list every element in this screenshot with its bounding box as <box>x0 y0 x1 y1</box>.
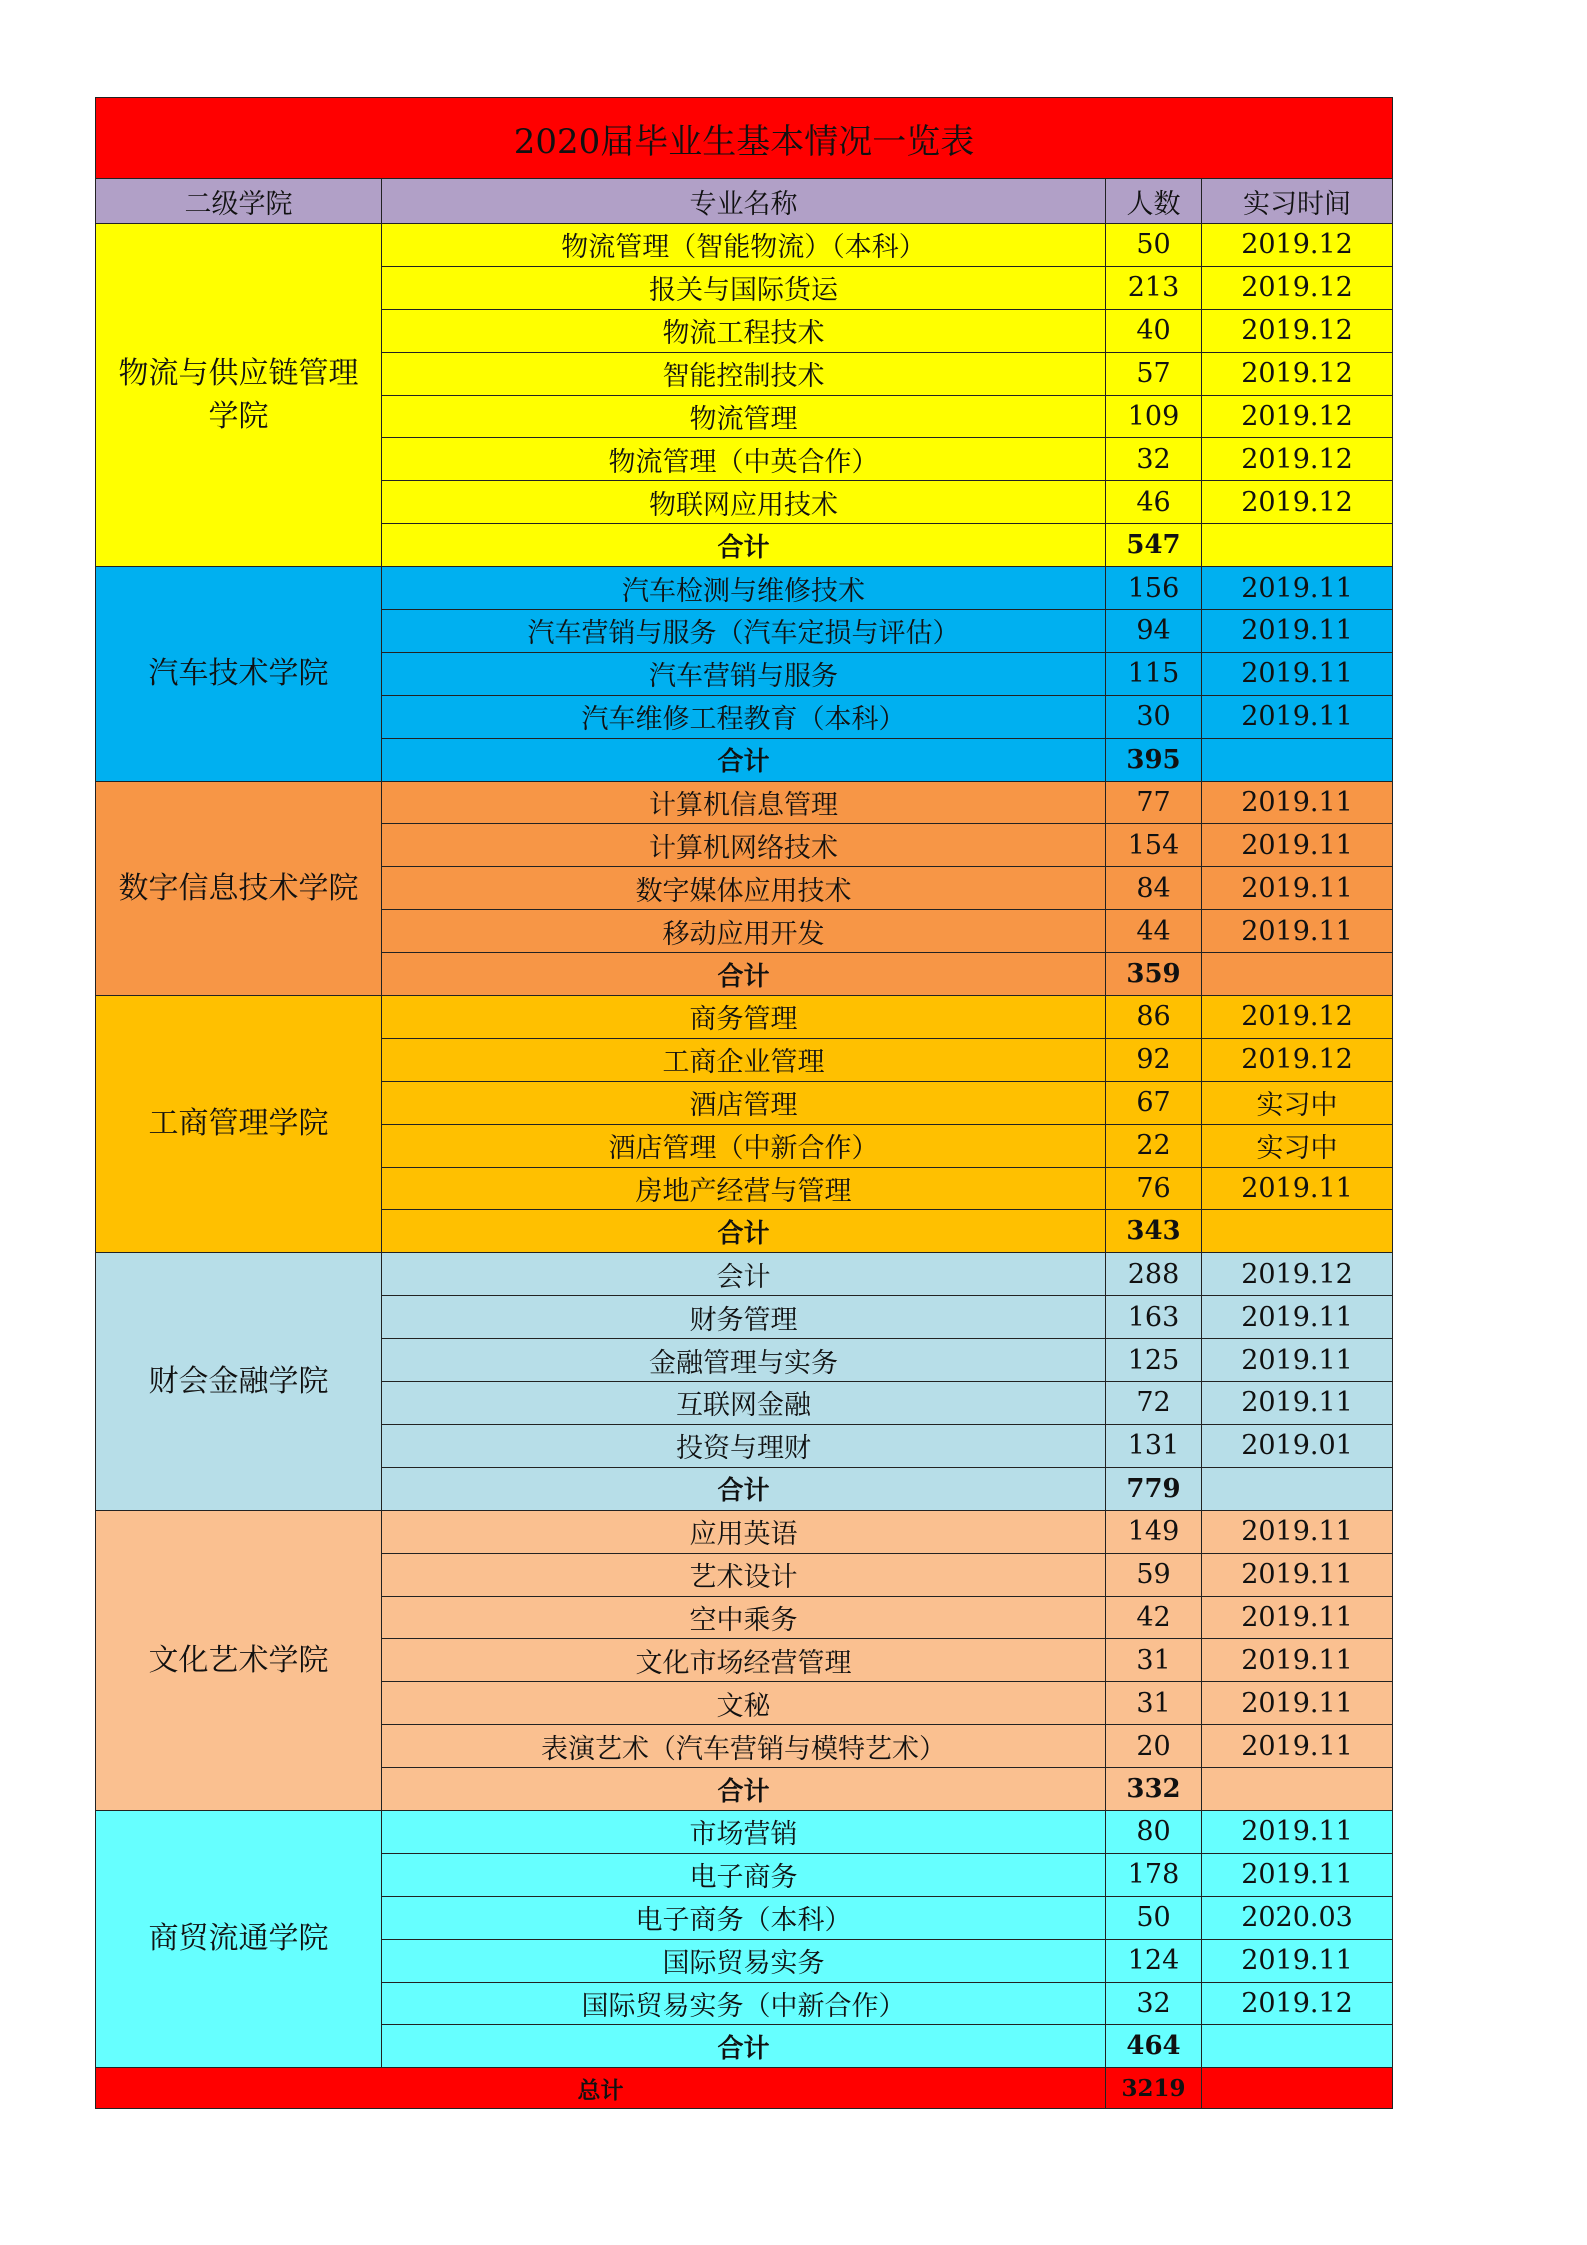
count-cell: 84 <box>1106 867 1202 910</box>
subtotal-count: 359 <box>1106 953 1202 996</box>
internship-time-cell: 2019.12 <box>1202 266 1393 309</box>
major-cell: 艺术设计 <box>382 1553 1106 1596</box>
count-cell: 22 <box>1106 1124 1202 1167</box>
major-cell: 市场营销 <box>382 1810 1106 1853</box>
table-row <box>96 567 1393 610</box>
major-cell: 空中乘务 <box>382 1596 1106 1639</box>
college-name-cell: 商贸流通学院 <box>96 1810 382 2067</box>
header-major: 专业名称 <box>382 179 1106 224</box>
major-cell: 国际贸易实务（中新合作） <box>382 1982 1106 2025</box>
internship-time-cell: 2019.12 <box>1202 996 1393 1039</box>
major-cell: 财务管理 <box>382 1296 1106 1339</box>
internship-time-cell: 2019.11 <box>1202 1382 1393 1425</box>
internship-time-cell: 实习中 <box>1202 1081 1393 1124</box>
internship-time-cell: 2019.12 <box>1202 224 1393 267</box>
internship-time-cell: 2019.12 <box>1202 352 1393 395</box>
internship-time-cell: 2019.11 <box>1202 1853 1393 1896</box>
subtotal-count: 779 <box>1106 1467 1202 1510</box>
count-cell: 154 <box>1106 824 1202 867</box>
count-cell: 124 <box>1106 1939 1202 1982</box>
table-row <box>96 1510 1393 1553</box>
internship-time-cell: 2019.11 <box>1202 910 1393 953</box>
college-name-cell: 文化艺术学院 <box>96 1510 382 1810</box>
internship-time-cell: 2019.11 <box>1202 1939 1393 1982</box>
major-cell: 汽车维修工程教育（本科） <box>382 695 1106 738</box>
subtotal-label: 合计 <box>382 1210 1106 1253</box>
internship-time-cell: 2019.11 <box>1202 1639 1393 1682</box>
subtotal-time-empty <box>1202 524 1393 567</box>
internship-time-cell: 2019.11 <box>1202 1725 1393 1768</box>
internship-time-cell: 2019.11 <box>1202 781 1393 824</box>
subtotal-time-empty <box>1202 953 1393 996</box>
count-cell: 86 <box>1106 996 1202 1039</box>
header-college: 二级学院 <box>96 179 382 224</box>
internship-time-cell: 2019.11 <box>1202 567 1393 610</box>
subtotal-label: 合计 <box>382 1768 1106 1811</box>
major-cell: 汽车检测与维修技术 <box>382 567 1106 610</box>
grand-total-time <box>1202 2068 1393 2109</box>
internship-time-cell: 2019.11 <box>1202 1510 1393 1553</box>
major-cell: 会计 <box>382 1253 1106 1296</box>
table-row <box>96 781 1393 824</box>
major-cell: 投资与理财 <box>382 1424 1106 1467</box>
subtotal-label: 合计 <box>382 1467 1106 1510</box>
major-cell: 汽车营销与服务（汽车定损与评估） <box>382 610 1106 653</box>
internship-time-cell: 2019.12 <box>1202 1038 1393 1081</box>
count-cell: 92 <box>1106 1038 1202 1081</box>
count-cell: 31 <box>1106 1639 1202 1682</box>
table-title: 2020届毕业生基本情况一览表 <box>96 98 1393 179</box>
count-cell: 30 <box>1106 695 1202 738</box>
subtotal-label: 合计 <box>382 524 1106 567</box>
table-row <box>96 224 1393 267</box>
subtotal-time-empty <box>1202 2025 1393 2068</box>
internship-time-cell: 2019.12 <box>1202 1253 1393 1296</box>
subtotal-label: 合计 <box>382 953 1106 996</box>
count-cell: 115 <box>1106 652 1202 695</box>
count-cell: 288 <box>1106 1253 1202 1296</box>
header-count: 人数 <box>1106 179 1202 224</box>
internship-time-cell: 2019.11 <box>1202 652 1393 695</box>
graduate-table-sheet <box>95 97 1392 2109</box>
subtotal-count: 464 <box>1106 2025 1202 2068</box>
subtotal-time-empty <box>1202 738 1393 781</box>
internship-time-cell: 2019.12 <box>1202 309 1393 352</box>
internship-time-cell: 2019.11 <box>1202 1339 1393 1382</box>
major-cell: 汽车营销与服务 <box>382 652 1106 695</box>
major-cell: 智能控制技术 <box>382 352 1106 395</box>
internship-time-cell: 2019.12 <box>1202 1982 1393 2025</box>
count-cell: 77 <box>1106 781 1202 824</box>
major-cell: 应用英语 <box>382 1510 1106 1553</box>
count-cell: 131 <box>1106 1424 1202 1467</box>
count-cell: 178 <box>1106 1853 1202 1896</box>
table-row <box>96 996 1393 1039</box>
internship-time-cell: 2020.03 <box>1202 1896 1393 1939</box>
count-cell: 76 <box>1106 1167 1202 1210</box>
major-cell: 物流管理 <box>382 395 1106 438</box>
count-cell: 50 <box>1106 1896 1202 1939</box>
internship-time-cell: 2019.11 <box>1202 1296 1393 1339</box>
count-cell: 40 <box>1106 309 1202 352</box>
count-cell: 72 <box>1106 1382 1202 1425</box>
college-name-cell: 数字信息技术学院 <box>96 781 382 995</box>
college-name-cell: 物流与供应链管理学院 <box>96 224 382 567</box>
major-cell: 酒店管理（中新合作） <box>382 1124 1106 1167</box>
internship-time-cell: 2019.11 <box>1202 1810 1393 1853</box>
count-cell: 149 <box>1106 1510 1202 1553</box>
college-name-cell: 财会金融学院 <box>96 1253 382 1510</box>
table-body <box>96 224 1393 2068</box>
major-cell: 文化市场经营管理 <box>382 1639 1106 1682</box>
major-cell: 房地产经营与管理 <box>382 1167 1106 1210</box>
table-row <box>96 1253 1393 1296</box>
major-cell: 互联网金融 <box>382 1382 1106 1425</box>
internship-time-cell: 2019.12 <box>1202 438 1393 481</box>
subtotal-count: 332 <box>1106 1768 1202 1811</box>
count-cell: 67 <box>1106 1081 1202 1124</box>
count-cell: 213 <box>1106 266 1202 309</box>
count-cell: 94 <box>1106 610 1202 653</box>
major-cell: 商务管理 <box>382 996 1106 1039</box>
count-cell: 44 <box>1106 910 1202 953</box>
college-name-cell: 汽车技术学院 <box>96 567 382 781</box>
internship-time-cell: 2019.11 <box>1202 1596 1393 1639</box>
major-cell: 移动应用开发 <box>382 910 1106 953</box>
internship-time-cell: 2019.11 <box>1202 1682 1393 1725</box>
subtotal-count: 547 <box>1106 524 1202 567</box>
internship-time-cell: 2019.11 <box>1202 1167 1393 1210</box>
subtotal-count: 343 <box>1106 1210 1202 1253</box>
header-time: 实习时间 <box>1202 179 1393 224</box>
subtotal-time-empty <box>1202 1210 1393 1253</box>
count-cell: 125 <box>1106 1339 1202 1382</box>
count-cell: 32 <box>1106 1982 1202 2025</box>
subtotal-time-empty <box>1202 1768 1393 1811</box>
grand-total-count: 3219 <box>1106 2068 1202 2109</box>
count-cell: 20 <box>1106 1725 1202 1768</box>
internship-time-cell: 2019.11 <box>1202 610 1393 653</box>
count-cell: 59 <box>1106 1553 1202 1596</box>
internship-time-cell: 2019.11 <box>1202 695 1393 738</box>
subtotal-count: 395 <box>1106 738 1202 781</box>
internship-time-cell: 2019.11 <box>1202 1553 1393 1596</box>
major-cell: 物流管理（中英合作） <box>382 438 1106 481</box>
count-cell: 42 <box>1106 1596 1202 1639</box>
major-cell: 酒店管理 <box>382 1081 1106 1124</box>
count-cell: 50 <box>1106 224 1202 267</box>
major-cell: 电子商务 <box>382 1853 1106 1896</box>
major-cell: 计算机信息管理 <box>382 781 1106 824</box>
grand-total-row <box>96 2068 1393 2109</box>
header-row <box>96 179 1393 224</box>
major-cell: 文秘 <box>382 1682 1106 1725</box>
major-cell: 报关与国际货运 <box>382 266 1106 309</box>
count-cell: 32 <box>1106 438 1202 481</box>
graduate-summary-table <box>95 97 1393 2109</box>
internship-time-cell: 2019.12 <box>1202 481 1393 524</box>
major-cell: 电子商务（本科） <box>382 1896 1106 1939</box>
count-cell: 109 <box>1106 395 1202 438</box>
grand-total-label: 总计 <box>96 2068 1106 2109</box>
major-cell: 物联网应用技术 <box>382 481 1106 524</box>
major-cell: 物流工程技术 <box>382 309 1106 352</box>
table-row <box>96 1810 1393 1853</box>
count-cell: 156 <box>1106 567 1202 610</box>
internship-time-cell: 2019.12 <box>1202 395 1393 438</box>
college-name-cell: 工商管理学院 <box>96 996 382 1253</box>
major-cell: 金融管理与实务 <box>382 1339 1106 1382</box>
major-cell: 工商企业管理 <box>382 1038 1106 1081</box>
major-cell: 国际贸易实务 <box>382 1939 1106 1982</box>
major-cell: 表演艺术（汽车营销与模特艺术） <box>382 1725 1106 1768</box>
count-cell: 46 <box>1106 481 1202 524</box>
subtotal-label: 合计 <box>382 738 1106 781</box>
internship-time-cell: 2019.11 <box>1202 824 1393 867</box>
internship-time-cell: 2019.01 <box>1202 1424 1393 1467</box>
count-cell: 31 <box>1106 1682 1202 1725</box>
subtotal-label: 合计 <box>382 2025 1106 2068</box>
major-cell: 物流管理（智能物流）（本科） <box>382 224 1106 267</box>
count-cell: 80 <box>1106 1810 1202 1853</box>
internship-time-cell: 2019.11 <box>1202 867 1393 910</box>
internship-time-cell: 实习中 <box>1202 1124 1393 1167</box>
major-cell: 计算机网络技术 <box>382 824 1106 867</box>
count-cell: 163 <box>1106 1296 1202 1339</box>
major-cell: 数字媒体应用技术 <box>382 867 1106 910</box>
subtotal-time-empty <box>1202 1467 1393 1510</box>
count-cell: 57 <box>1106 352 1202 395</box>
